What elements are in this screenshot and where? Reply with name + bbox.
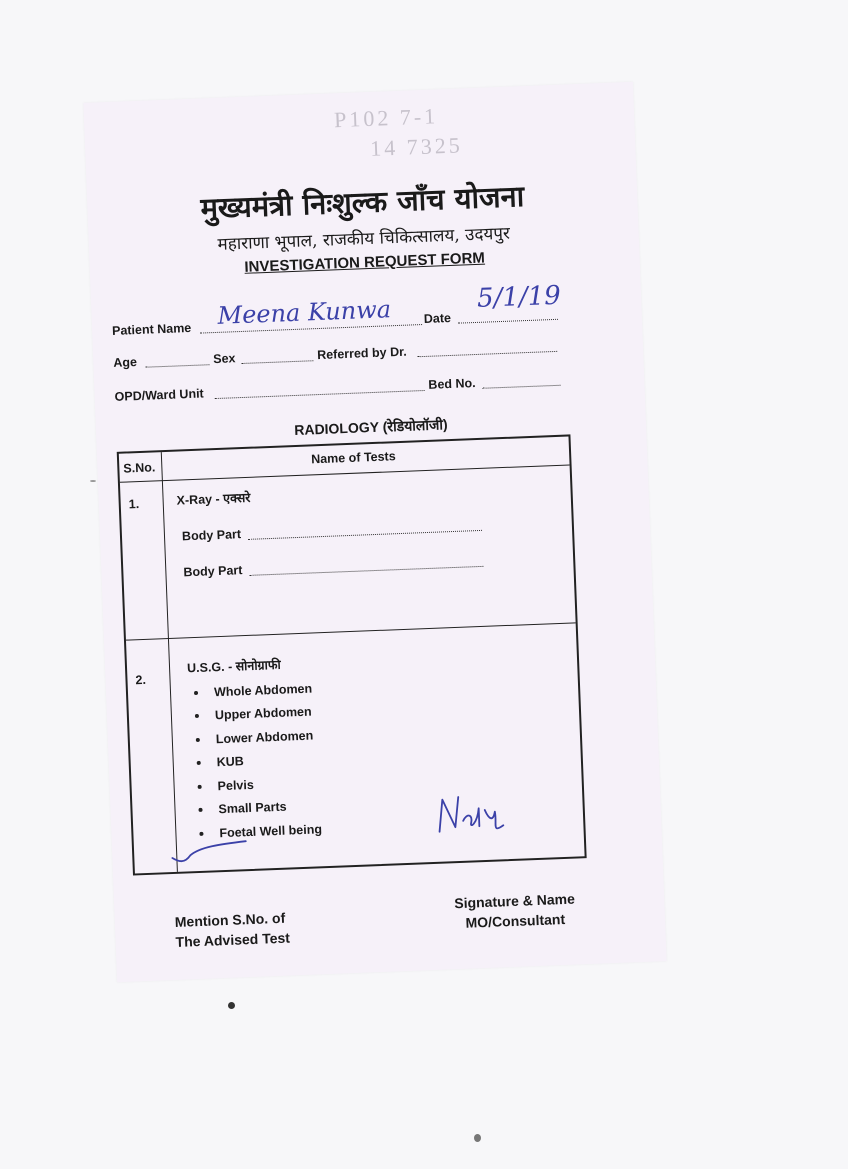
advised-test-note <box>174 908 290 952</box>
row2-test: U.S.G. - सोनोग्राफी <box>186 657 281 676</box>
row1-body-part-2-line[interactable] <box>249 556 483 576</box>
age-line[interactable] <box>145 354 209 367</box>
age-label: Age <box>113 355 138 370</box>
row1-body-part-2-label: Body Part <box>183 563 243 580</box>
hospital-name: महाराणा भूपाल, राजकीय चिकित्सालय, उदयपुर <box>217 223 511 255</box>
bullet-icon <box>198 785 202 789</box>
usg-option-foetal-well-being[interactable]: Foetal Well being <box>199 817 322 845</box>
patient-name-label: Patient Name <box>111 320 192 338</box>
advised-note-line-1: Mention S.No. of <box>174 909 286 930</box>
row2-sno: 2. <box>135 672 147 688</box>
row-divider <box>126 622 576 640</box>
usg-option-whole-abdomen[interactable]: Whole Abdomen <box>194 676 317 704</box>
bullet-icon <box>199 832 203 836</box>
row1-sno: 1. <box>128 497 140 512</box>
row1-body-part-1-label: Body Part <box>181 527 242 544</box>
referred-label: Referred by Dr. <box>316 344 407 363</box>
bullet-icon <box>198 808 202 812</box>
usg-option-upper-abdomen[interactable]: Upper Abdomen <box>194 700 317 728</box>
age-sex-row <box>113 332 574 374</box>
sex-label: Sex <box>212 351 236 367</box>
advised-note-line-2: The Advised Test <box>175 929 291 950</box>
bullet-icon <box>194 691 198 695</box>
referred-line[interactable] <box>417 341 557 357</box>
date-value: 5/1/19 <box>476 280 562 314</box>
sex-line[interactable] <box>241 350 313 364</box>
signature-line-1: Signature & Name <box>454 890 576 912</box>
tests-table <box>117 434 587 875</box>
opd-label: OPD/Ward Unit <box>114 386 204 404</box>
usg-option-kub[interactable]: KUB <box>196 747 319 775</box>
request-form-sheet <box>83 82 666 982</box>
col-tests-header: Name of Tests <box>310 449 396 467</box>
signature-block <box>454 889 576 934</box>
patient-name-row <box>111 280 572 340</box>
usg-option-small-parts[interactable]: Small Parts <box>198 794 321 822</box>
radiology-title: RADIOLOGY (रेडियोलॉजी) <box>293 416 448 439</box>
scan-speck <box>90 480 96 482</box>
row1-test: X-Ray - एक्सरे <box>176 490 251 508</box>
bullet-icon <box>195 714 199 718</box>
opd-bed-row <box>114 366 575 408</box>
opd-line[interactable] <box>214 380 424 399</box>
form-title: INVESTIGATION REQUEST FORM <box>244 249 486 276</box>
signature-line-2: MO/Consultant <box>465 910 566 931</box>
usg-option-lower-abdomen[interactable]: Lower Abdomen <box>195 723 318 751</box>
date-label: Date <box>423 310 452 326</box>
scheme-title: मुख्यमंत्री निःशुल्क जाँच योजना <box>199 179 525 226</box>
bullet-icon <box>197 761 201 765</box>
bed-label: Bed No. <box>428 376 476 392</box>
stamp-line-2: 14 7325 <box>369 132 464 161</box>
usg-option-pelvis[interactable]: Pelvis <box>197 770 320 798</box>
row1-body-part-1-line[interactable] <box>248 520 482 540</box>
col-sno-header: S.No. <box>123 460 156 476</box>
signature-scribble-icon <box>432 789 514 842</box>
scan-speck <box>474 1134 481 1142</box>
header-divider <box>120 464 570 482</box>
bed-line[interactable] <box>482 375 560 389</box>
rubber-stamp <box>314 99 506 174</box>
tick-mark-icon <box>170 837 251 866</box>
bullet-icon <box>196 738 200 742</box>
stamp-line-1: P102 7-1 <box>333 103 439 133</box>
patient-name-value: Meena Kunwa <box>217 295 392 330</box>
scan-speck <box>228 1002 235 1009</box>
column-divider <box>161 452 178 872</box>
usg-options-list <box>194 676 323 845</box>
